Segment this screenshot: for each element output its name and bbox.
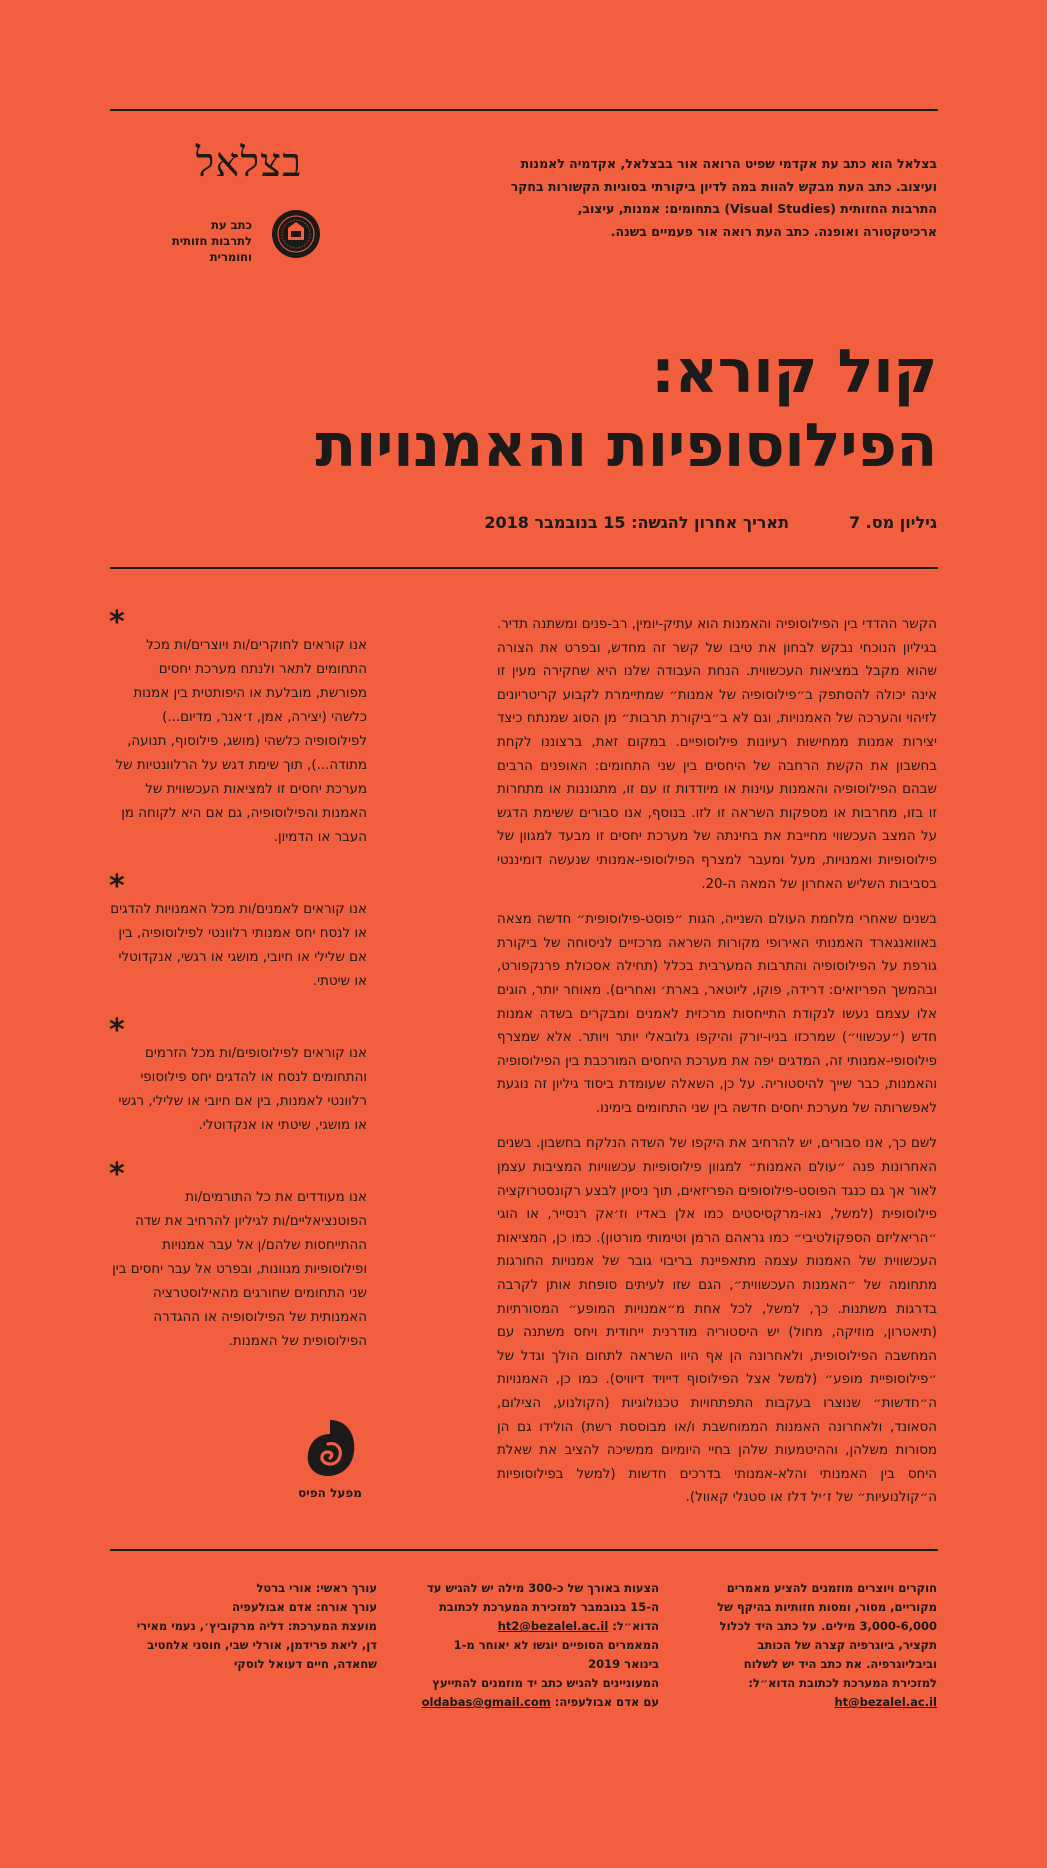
email-link[interactable]: oldabas@gmail.com (421, 1695, 551, 1709)
submission-text: חוקרים ויוצרים מוזמנים להציע מאמרים מקוריים, מסור, ומסות חזותיות בהיקף של 3,000-6,000 מילים. על כתב היד לכלול תקציר, ביוגרפיה קצרה של הכותב וביבליוגרפיה. את כתב היד יש לשלוח למזכירת המערכת לכתובת הדוא״ל: (717, 1581, 937, 1690)
email-link[interactable]: ht2@bezalel.ac.il (497, 1619, 609, 1633)
main-paragraph: לשם כך, אנו סבורים, יש להרחיב את היקפו של השדה הנלקח בחשבון. בשנים האחרונות פנה ״עולם האמנות״ למגוון פילוסופיות עכשוויות המציבות עצמן לאור אך גם כנגד הפוסט-פילוסופים הפריזאים, תוך ניסיון לבצע רקונסטרוקציה פילוסופית (למשל, נאו-מרקסיסטים כמו אלן באדיו וז׳אק רנסייר, או הוגי ״הריאליזם הספקולטיבי״ כמו גראהם הרמן וטימותי מורטון). כמו כן, המציאות העכשווית של האמנות עצמה מתאפיינת בריבוי גובר של אמנויות החורגות מתחומה של ״האמנות העכשווית״, הגם שזו לעיתים סופחת אותן לקרבה בדרגות משתנות. כך, למשל, לכל אחת מ״אמנויות המופע״ המסורתיות (תיאטרון, מוזיקה, מחול) יש היסטוריה מודרנית ייחודית ויחס משתנה עם המחשבה הפילוסופית, ולאחרונה הן אף היוו השראה לתחום הולך וגדל של ״פילוסופיית מופע״ (למשל אצל הפילוסוף דייויד דיוויס). כמו כן, האמנויות ה״חדשות״ שנוצרו בעקבות התפתחויות טכנולוגיות (הקולנוע, הצילום, הסאונד, ולאחרונה האמנות הממוחשבת ו/או מבוססת רשת) הולידו גם הן מסורות משלהן, וההיטמעות שלהן בחיי היומיום ממשיכה להציב את שאלת היחס בין האמנותי והלא-אמנותי בדרכים חדשות (למשל בפילוסופיות ה״קולנועיות״ של ז׳יל דלז או סטנלי קאוול). (497, 1136, 937, 1506)
call-text: אנו קוראים לפילוסופים/ות מכל הזרמים והתחומים לנסח או להדגים יחס פילוסופי רלוונטי לאמנות, בין אם חיובי או שלילי, רגשי או מושגי, שיטתי או אנקדוטלי. (118, 1046, 367, 1133)
call-text: אנו קוראים לחוקרים/ות ויוצרים/ות מכל התחומים לתאר ולנתח מערכת יחסים מפורשת, מובלעת או היפותטית בין אמנות כלשהי (יצירה, אמן, ז׳אנר, מדיום...) לפילוסופיה כלשהי (מושג, פילוסוף, תנועה, מתודה...), תוך שימת דגש על הרלוונטיות של מערכת יחסים זו למציאות העכשווית של האמנות והפילוסופיה, גם אם היא לקוחה מן העבר או הדמיון. (115, 638, 367, 845)
call-text: אנו קוראים לאמנים/ות מכל האמנויות להדגים או לנסח יחס אמנותי רלוונטי לפילוסופיה, בין אם שלילי או חיובי, מושגי או רגשי, אנקדוטלי או שיטתי. (110, 902, 367, 989)
editorial-credits (119, 1579, 377, 1674)
mid-divider (110, 567, 938, 569)
call-block-contributors (109, 1157, 367, 1354)
logo-subtitle: כתב עת לתרבות חזותית וחומרית (171, 218, 252, 264)
call-block-researchers (109, 605, 367, 850)
main-paragraph: בשנים שאחרי מלחמת העולם השנייה, הגות ״פוסט-פילוסופית״ חדשה מצאה באוואנגארד האמנותי האירופי מקורות השראה מרכזיים לניסוחה של ביקורת גורפת על הפילוסופיה והתרבות המערבית בכלל (תחילה אסכולת פרנקפורט, ובהמשך הפריזאים: דרידה, פוקו, ליוטאר, בארת׳ ואחרים). מאוחר יותר, הוגים אלו עצמם נעשו לנקודת התייחסות מרכזית לאמנים ומבקרים בשדה אמנות חדש (״עכשווי״) שמרכזו בניו-יורק והיקפו גלובאלי יותר ויותר. אלא שמצרף פילוסופי-אמנותי זה, המדגים יפה את מערכת היחסים המורכבת בין הפילוסופיה והאמנות, כבר שייך להיסטוריה. על כן, השאלה שעומדת ביסוד גיליון זה נוגעת לאפשרותה של מערכת יחסים חדשה בין שני התחומים בימינו. (497, 912, 937, 1116)
top-divider (110, 109, 938, 111)
proposal-instructions (419, 1579, 659, 1712)
bottom-divider (110, 1549, 938, 1551)
editor-in-chief: עורך ראשי: אורי ברטל (256, 1581, 377, 1595)
editorial-board: מועצת המערכת: דליה מרקוביץ׳, נעמי מאירי דן, ליאת פרידמן, אורלי שבי, חוסני אלחטיב שחאדה, חיים דעואל לוסקי (136, 1619, 377, 1671)
final-deadline-text: המאמרים הסופיים יוגשו לא יאוחר מ-1 בינואר 2019 (453, 1638, 659, 1671)
submission-deadline: תאריך אחרון להגשה: 15 בנובמבר 2018 (484, 513, 789, 532)
asterisk-icon: * (109, 605, 125, 640)
asterisk-icon: * (109, 869, 125, 904)
proposal-text: הצעות באורך של כ-300 מילה יש להגיש עד ה-15 בנובמבר למזכירת המערכת לכתובת הדוא״ל: (427, 1581, 659, 1633)
asterisk-icon: * (109, 1157, 125, 1192)
main-paragraph: הקשר ההדדי בין הפילוסופיה והאמנות הוא עתיק-יומין, רב-פנים ומשתנה תדיר. בגיליון הנוכחי נבקש לבחון את טיבו של קשר זה מחדש, ובפרט את הצורה שהוא מקבל במציאות העכשווית. הנחת העבודה שלנו היא שחקירה מעין זו אינה יכולה להסתפק ב״פילוסופיה של אמנות״ שמתיימרת לקבוע קריטריונים לזיהוי והערכה של האמנויות, וגם לא ב״ביקורת תרבות״ מן הסוג שמנתח כיצד יצירות אמנות ממחישות רעיונות פילוסופיים. במקום זאת, ברצוננו לקחת בחשבון את הקשת הרחבה של היחסים בין שני התחומים: האופנים הרבים שבהם הפילוסופיה והאמנות עוינות או מיודדות זו עם זו, מתגוננות או מתחרות זו בזו, מחרבות או מספקות השראה זו לזו. בנוסף, אנו סבורים ששימת הדגש על המצב העכשווי מחייבת את בחינתה של מערכת יחסים זו מבעד למגוון של פילוסופיות ואמנויות, מעל ומעבר למצרף הפילוסופי-אמנותי שנעשה דומיננטי בסביבות השליש האחרון של המאה ה-20. (497, 617, 937, 892)
email-link[interactable]: ht@bezalel.ac.il (834, 1695, 937, 1709)
journal-intro: בצלאל הוא כתב עת אקדמי שפיט הרואה אור בבצלאל, אקדמיה לאמנות ועיצוב. כתב העת מבקש להוות במה לדיון ביקורתי בסוגיות הקשורות בחקר התרבות החזותית (Visual Studies) בתחומים: אמנות, עיצוב, ארכיטקטורה ואופנה. כתב העת רואה אור פעמיים בשנה. (510, 156, 937, 239)
publisher-logo (290, 1416, 370, 1502)
call-block-artists (109, 869, 367, 994)
submission-instructions (715, 1579, 937, 1712)
issue-number: גיליון מס. 7 (848, 513, 937, 532)
main-text-column (497, 613, 937, 1522)
title-line-1: קול קורא: (650, 337, 937, 407)
page-title (109, 335, 937, 483)
call-text: אנו מעודדים את כל התורמים/ות הפוטנציאליים/ות לגיליון להרחיב את שדה ההתייחסות שלהם/ן אל עבר אמנויות ופילוסופיות מגוונות, ובפרט אל עבר יחסים בין שני התחומים שחורגים מהאילוסטרציה האמנותית של הפילוסופיה או ההגדרה הפילוסופית של האמנות. (112, 1190, 367, 1349)
consult-text: המעוניינים להגיש כתב יד מוזמנים להתייעץ עם אדם אבולעפיה: (432, 1676, 659, 1709)
call-block-philosophers (109, 1013, 367, 1138)
bezalel-seal-icon (272, 210, 320, 258)
guest-editor: עורך אורח: אדם אבולעפיה (232, 1600, 377, 1614)
bezalel-logo-wordmark: בצלאל (195, 140, 303, 186)
publisher-name: מפעל הפיס (298, 1486, 362, 1500)
mifal-hapais-logo-icon (300, 1416, 360, 1480)
title-line-2: הפילוסופיות והאמנויות (315, 411, 937, 481)
call-sidebar (109, 605, 367, 1376)
asterisk-icon: * (109, 1013, 125, 1048)
